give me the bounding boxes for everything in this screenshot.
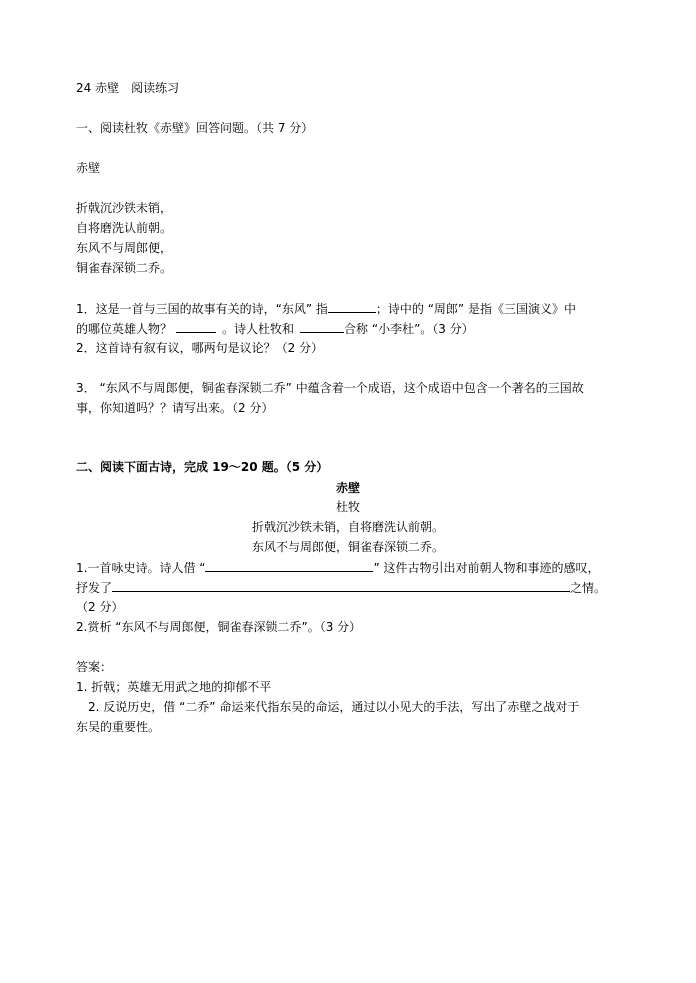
section1-question-1-line-2 — [76, 320, 474, 337]
section1-question-1-line-1 — [76, 300, 576, 317]
answers-label: 答案： — [76, 660, 113, 674]
q1-text-a: 1．这是一首与三国的故事有关的诗，“东风” 指 — [76, 302, 328, 316]
q1-text-c: 的哪位英雄人物？ — [76, 322, 173, 336]
q1-text-e: 合称 “小李杜”。（3 分） — [344, 322, 474, 336]
answer-blank-poet[interactable] — [300, 320, 344, 333]
section1-poem-line-4: 铜雀春深锁二乔。 — [76, 261, 173, 275]
section1-question-3-line-1: 3． “东风不与周郎便，铜雀春深锁二乔” 中蕴含着一个成语，这个成语中包含一个著名的三国故 — [76, 381, 584, 395]
section1-poem-line-3: 东风不与周郎便， — [76, 241, 173, 255]
section2-heading: 二、阅读下面古诗，完成 19～20 题。（5 分） — [76, 460, 329, 474]
doc-title: 24 赤壁 阅读练习 — [76, 81, 180, 95]
section1-question-2: 2．这首诗有叙有议，哪两句是议论？（2 分） — [76, 341, 324, 355]
section1-heading: 一、阅读杜牧《赤壁》回答问题。（共 7 分） — [76, 121, 314, 135]
s2-q1-text-b: ” 这件古物引出对前朝人物和事迹的感叹， — [373, 561, 600, 575]
q1-text-d: 。诗人杜牧和 — [222, 322, 295, 336]
s2-q1-text-a: 1.一首咏史诗。诗人借 “ — [76, 561, 206, 575]
answer-2-line-2: 东吴的重要性。 — [76, 720, 161, 734]
answer-1: 1. 折戟；英雄无用武之地的抑郁不平 — [76, 680, 272, 694]
s2-q1-text-d: 之情。 — [570, 581, 607, 595]
section2-poem-line-2: 东风不与周郎便，铜雀春深锁二乔。 — [251, 540, 444, 554]
answer-blank-zhoulang[interactable] — [176, 320, 216, 333]
section1-poem-line-2: 自将磨洗认前朝。 — [76, 221, 173, 235]
s2-q1-text-c: 抒发了 — [76, 581, 113, 595]
section1-question-3-line-2: 事，你知道吗？？请写出来。（2 分） — [76, 401, 274, 415]
answer-blank-object[interactable] — [205, 559, 373, 572]
section2-question-1-line-2 — [76, 579, 606, 596]
answer-2-line-1: 2. 反说历史，借 “二乔” 命运来代指东吴的命运，通过以小见大的手法，写出了赤壁之战对于 — [88, 700, 580, 714]
section2-poem-line-1: 折戟沉沙铁未销，自将磨洗认前朝。 — [251, 520, 444, 534]
answer-blank-emotion[interactable] — [112, 579, 570, 592]
section2-poem-author: 杜牧 — [335, 500, 360, 514]
section2-poem-title: 赤壁 — [335, 481, 360, 495]
section1-poem-line-1: 折戟沉沙铁未销， — [76, 201, 173, 215]
section1-poem-title: 赤壁 — [76, 161, 101, 175]
answer-blank-dongfeng[interactable] — [328, 300, 376, 313]
section2-question-2: 2.赏析 “东风不与周郎便，铜雀春深锁二乔”。（3 分） — [76, 620, 362, 634]
q1-text-b: ；诗中的 “周郎” 是指《三国演义》中 — [375, 302, 576, 316]
section2-question-1-line-1 — [76, 559, 600, 576]
section2-question-1-score: （2 分） — [76, 600, 124, 614]
